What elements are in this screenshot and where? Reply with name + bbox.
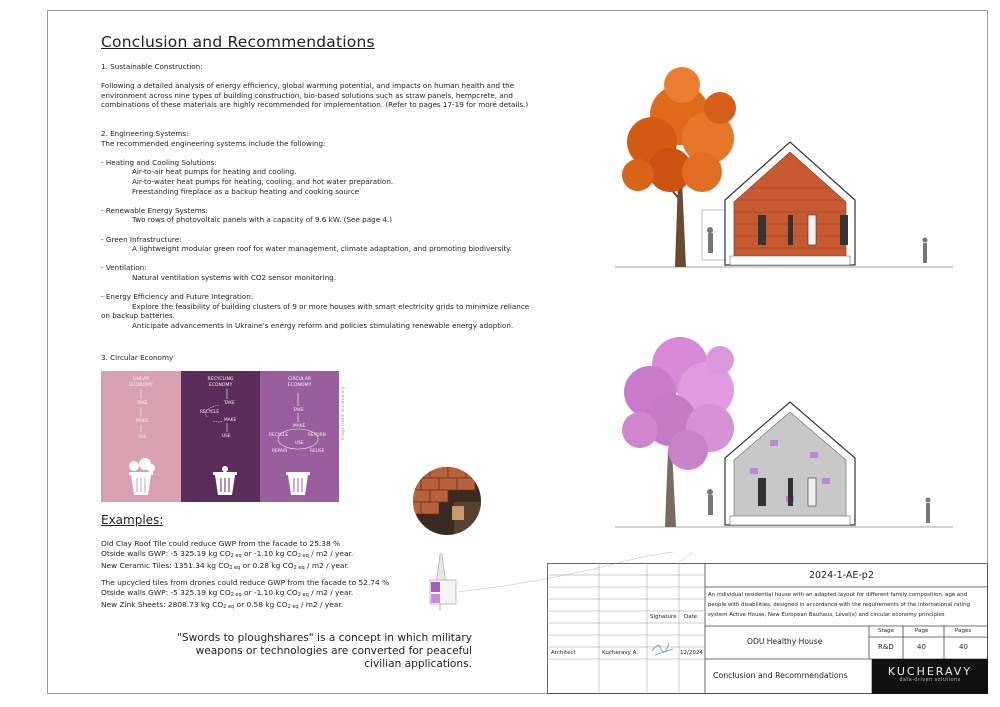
trash-bin-icon: [129, 458, 155, 495]
recycling-flow-diagram: [181, 371, 260, 502]
title-block: Signature Date Architect Kucheravy A. 12/2024 2024-1-AE-p2 An individual residential house with an adapted layout for different family composition, age and people with disabilities, designed in accordance with the requirements of the international rating system Active House, New European Bauhaus, Level(s) and circular economy principles ODU Healthy House Stage Page Pages R&D 40 40 Conclusion and Recommendations: [547, 563, 988, 694]
linear-economy-panel: LINEAR ECONOMY TAKE MAKE USE: [101, 371, 181, 502]
sheet-title: Conclusion and Recommendations: [713, 671, 848, 680]
section-3-heading: 3. Circular Economy: [101, 353, 174, 362]
project-description: An individual residential house with an adapted layout for different family composition, age and people with disabilities, designed in accordance with the requirements of the international rating system Active House, New European Bauhaus, Level(s) and circular economy principles: [708, 592, 970, 618]
company-logo: KUCHERAVY data-driven solutions: [872, 659, 988, 694]
quote: "Swords to ploughshares" is a concept in which military weapons or technologies are converted for peaceful civilian applications.: [177, 632, 472, 670]
example-b: The upcycled tiles from drones could reduce GWP from the facade to 52.74 % Otside walls GWP: -5 325.19 kg $CO_{2 eq}$ or -1.10 kg $CO_{2 eq} / m2$ / year. New Zink Sheets: 2808.73 kg $CO_{2 eq}$ or 0.58 kg $CO_{2 eq} / m2$ / year.: [101, 578, 390, 610]
project-name: ODU Healthy House: [747, 637, 823, 646]
tree-autumn: [622, 67, 736, 267]
circular-economy-panel: CIRCULAR ECONOMY TAKE MAKE RECYCLE RETURN USE REPAIR REUSE: [260, 371, 339, 502]
house-elevation-zinc-sheets: [610, 320, 960, 540]
circular-economy-graphic: [101, 371, 339, 502]
trash-bin-icon: [286, 472, 310, 495]
page-title: Conclusion and Recommendations: [101, 33, 375, 51]
trash-bin-icon: [213, 466, 237, 495]
section-2: 2. Engineering Systems: The recommended engineering systems include the following: - Heating and Cooling Solutions: Air-to-air heat pumps for heating and cooling. Air-to-water heat pumps for heating, cooling, and hot water preparation. Freestanding fireplace as a backup heating and cooking source - Renewable Energy Systems: Two rows of photovoltaic panels with a capacity of 9.6 kW. (See page 4.) - Green Infrastructure: A lightweight modular green roof for water management, climate adaptation, and promoting biodiversity. - Ventilation: Natural ventilation systems with CO2 sensor monitoring. - Energy Efficiency and Future Integration: Explore the feasibility of building clusters of 9 or more houses with smart electricity grids to minimize reliance on backup batteries. Anticipate advancements in Ukraine's energy reform and policies stimulating renewable energy adoption.: [101, 129, 530, 330]
examples-title: Examples:: [101, 513, 164, 527]
signature-scribble: [652, 643, 673, 655]
pages-value: 40: [959, 643, 968, 651]
linear-flow-diagram: [101, 371, 181, 502]
house-elevation-clay-tiles: [610, 60, 960, 280]
section-1: 1. Sustainable Construction: Following a detailed analysis of energy efficiency, global warming potential, and impacts on human health and the environment across nine types of building construction, bio-based solutions such as straw panels, hempcrete, and combinations of these materials are highly recommended for implementation. (Refer to pages 17-19 for more details.): [101, 62, 529, 110]
stage-value: R&D: [878, 643, 894, 651]
tree-blossom: [622, 337, 734, 527]
roof-tile-detail-image: [412, 466, 482, 536]
drawing-code: 2024-1-AE-p2: [809, 570, 874, 581]
example-a: Old Clay Roof Tile could reduce GWP from the facade to 25.38 % Otside walls GWP: -5 325.19 kg $CO_{2 eq}$ or -1.10 kg $CO_{2 eq} / m2$ / year. New Ceramic Tiles: 1351.34 kg $CO_{2 eq}$ or 0.28 kg $CO_{2 eq} / m2$ / year.: [101, 539, 354, 571]
image-credit: Image credit: dcc.www.org: [340, 386, 345, 440]
page-value: 40: [917, 643, 926, 651]
recycling-economy-panel: RECYCLING ECONOMY TAKE RECYCLE MAKE USE: [181, 371, 260, 502]
circular-flow-diagram: [260, 371, 339, 502]
